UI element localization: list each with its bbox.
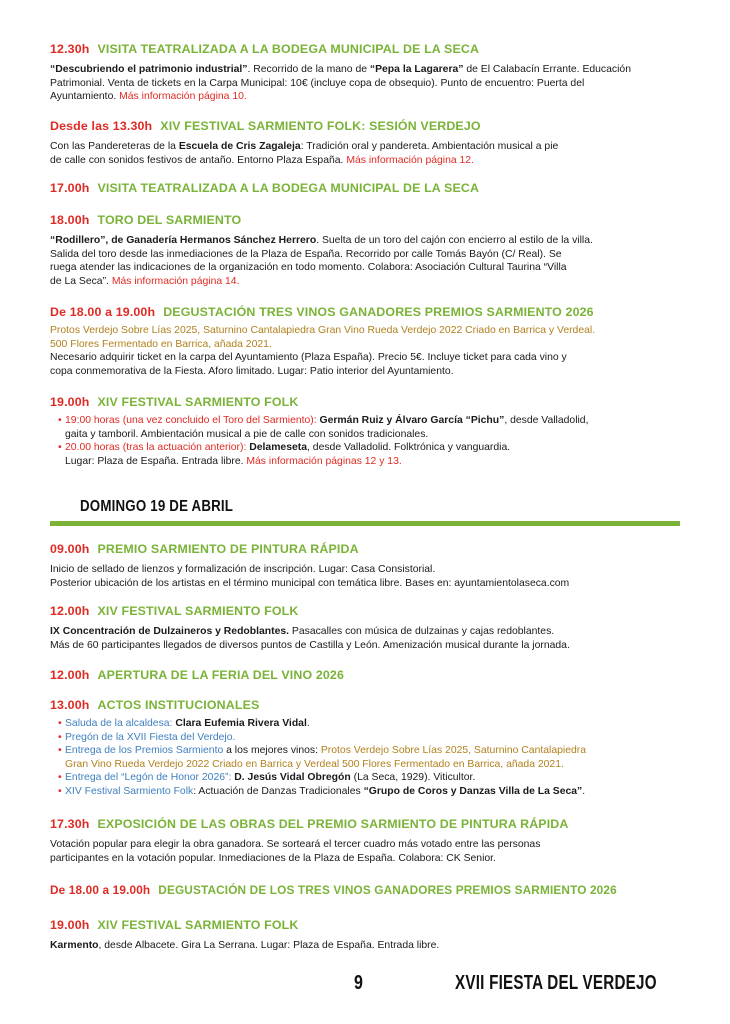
event-description <box>50 234 690 288</box>
event-time: De 18.00 a 19.00h <box>50 883 151 897</box>
text-line <box>65 441 690 455</box>
text-run: Lugar: Plaza de España. Entrada libre. <box>65 455 247 467</box>
text-line <box>65 428 690 442</box>
bullet-icon: • <box>58 415 62 426</box>
list-item <box>58 771 690 785</box>
text-run: Delameseta <box>249 442 308 454</box>
text-line <box>50 577 690 591</box>
text-run: Ayuntamiento. <box>50 91 120 103</box>
text-run: . <box>582 785 586 797</box>
text-line <box>65 717 690 731</box>
event-12-00-folk <box>50 604 690 652</box>
event-09-00 <box>50 542 690 590</box>
text-line <box>65 785 690 799</box>
event-description <box>50 939 690 953</box>
event-wine-tasting <box>50 305 690 378</box>
event-description <box>50 838 690 865</box>
text-run: , desde Albacete. Gira La Serrana. Lugar: Plaza de España. Entrada libre. <box>98 940 440 951</box>
event-title: EXPOSICIÓN DE LAS OBRAS DEL PREMIO SARMIENTO DE PINTURA RÁPIDA <box>97 817 569 831</box>
text-line <box>50 248 690 262</box>
event-description <box>50 324 690 378</box>
event-time: 12.00h <box>50 668 90 682</box>
list-item <box>58 785 690 799</box>
event-time: 12.30h <box>50 42 90 56</box>
list-item <box>58 717 690 731</box>
event-time: 12.00h <box>50 604 90 618</box>
event-19-00-folk <box>50 395 690 468</box>
list-item <box>58 414 690 441</box>
text-run: . Recorrido de la mano de <box>247 64 370 75</box>
text-run: Germán Ruiz y Álvaro García “Pichu” <box>319 415 505 426</box>
text-line <box>50 324 690 338</box>
text-line <box>50 140 690 154</box>
event-time: 13.00h <box>50 698 90 712</box>
text-run: Más información página 10. <box>119 91 247 103</box>
text-run: gaita y tamboril. Ambientación musical a pie de calle con sonidos tradicionales. <box>65 428 429 440</box>
text-run: Patrimonial. Venta de tickets en la Carpa Municipal: 10€ (incluye copa de obsequio). Punto de encuentro: Puerta del <box>50 77 585 89</box>
text-run: de La Seca”. <box>50 275 112 287</box>
event-title: DEGUSTACIÓN DE LOS TRES VINOS GANADORES PREMIOS SARMIENTO 2026 <box>158 883 617 897</box>
text-run: XIV Festival Sarmiento Folk <box>65 785 194 797</box>
text-run: Pregón de la XVII Fiesta del Verdejo. <box>65 731 236 743</box>
event-time: 19.00h <box>50 395 90 409</box>
text-run: Gran Vino Rueda Verdejo 2022 Criado en Barrica y Verdeal 500 Flores Fermentado en Barrica, añada 2021. <box>65 758 564 770</box>
text-run: (La Seca, 1929). Viticultor. <box>350 772 476 784</box>
event-time: De 18.00 a 19.00h <box>50 305 156 319</box>
event-19-00-karmento <box>50 918 690 953</box>
text-line <box>50 154 690 168</box>
event-description <box>50 63 690 104</box>
text-line <box>50 77 690 91</box>
text-run: Entrega de los Premios Sarmiento <box>65 745 224 757</box>
text-line <box>50 275 690 289</box>
event-title: PREMIO SARMIENTO DE PINTURA RÁPIDA <box>97 542 359 556</box>
text-line <box>50 351 690 365</box>
text-run: “Rodillero”, de Ganadería Hermanos Sánchez Herrero <box>50 235 317 246</box>
event-time: 09.00h <box>50 542 90 556</box>
page-number: 9 <box>354 972 363 994</box>
event-title: XIV FESTIVAL SARMIENTO FOLK <box>97 918 299 932</box>
event-13-30 <box>50 119 690 167</box>
event-description <box>50 140 690 167</box>
text-run: Protos Verdejo Sobre Lías 2025, Saturnino Cantalapiedra <box>320 745 586 757</box>
text-line <box>65 771 690 785</box>
text-run: Pasacalles con música de dulzainas y cajas redoblantes. <box>289 626 555 637</box>
bullet-icon: • <box>58 731 62 743</box>
text-line <box>50 625 690 639</box>
event-title: APERTURA DE LA FERIA DEL VINO 2026 <box>97 668 345 682</box>
bullet-icon: • <box>58 442 62 454</box>
event-description <box>50 563 690 590</box>
bullet-icon: • <box>58 745 62 757</box>
bullet-icon: • <box>58 772 62 784</box>
event-title: VISITA TEATRALIZADA A LA BODEGA MUNICIPAL DE LA SECA <box>97 181 480 195</box>
text-run: Escuela de Cris Zagaleja <box>178 141 301 152</box>
text-run: Más de 60 participantes llegados de diversos puntos de Castilla y León. Amenización musical durante la jornada. <box>50 639 570 651</box>
event-12-00-feria <box>50 668 690 683</box>
text-run: Inicio de sellado de lienzos y formalización de inscripción. Lugar: Casa Consistorial. <box>50 564 436 575</box>
event-17-00 <box>50 181 690 196</box>
green-divider <box>50 521 680 526</box>
list-item <box>58 731 690 745</box>
text-line <box>50 234 690 248</box>
text-run: “Pepa la Lagarera” <box>369 64 464 75</box>
text-run: D. Jesús Vidal Obregón <box>234 772 351 784</box>
text-run: de calle con sonidos festivos de antaño. Entorno Plaza España. <box>50 154 347 166</box>
text-run: Salida del toro desde las inmediaciones de la Plaza de España. Recorrido por calle Tomás Bayón (C/ Real). Se <box>50 248 562 260</box>
footer-title: XVII FIESTA DEL VERDEJO <box>455 972 657 994</box>
event-time: 17.30h <box>50 817 90 831</box>
text-line <box>65 414 690 428</box>
event-title: XIV FESTIVAL SARMIENTO FOLK <box>97 395 299 409</box>
text-run: : Tradición oral y pandereta. Ambientación musical a pie <box>300 141 559 152</box>
text-line <box>65 744 690 758</box>
text-run: Votación popular para elegir la obra ganadora. Se sorteará el tercer cuadro más votado entre las personas <box>50 839 541 850</box>
text-run: Protos Verdejo Sobre Lías 2025, Saturnino Cantalapiedra Gran Vino Rueda Verdejo 2022 Criado en Barrica y Verdeal. <box>50 325 596 336</box>
text-run: Más información página 12. <box>346 154 474 166</box>
text-run: ruega atender las indicaciones de la organización en todo momento. Colabora: Asociación Cultural Taurina “Villa <box>50 262 567 274</box>
text-line <box>50 838 690 852</box>
bullet-icon: • <box>58 785 62 797</box>
text-run: “Descubriendo el patrimonio industrial” <box>50 64 248 75</box>
text-run: Necesario adquirir ticket en la carpa del Ayuntamiento (Plaza España). Precio 5€. Incluye ticket para cada vino y <box>50 352 567 364</box>
event-time: Desde las 13.30h <box>50 119 153 133</box>
text-run: copa conmemorativa de la Fiesta. Aforo limitado. Lugar: Patio interior del Ayuntamiento. <box>50 365 454 377</box>
list-item <box>58 744 690 771</box>
text-run: , desde Valladolid, <box>504 415 589 426</box>
text-run: Saluda de la alcaldesa: <box>65 718 176 729</box>
text-run: IX Concentración de Dulzaineros y Redoblantes. <box>50 626 290 637</box>
text-run: Entrega del “Legón de Honor 2026”: <box>65 772 235 784</box>
text-run: de El Calabacín Errante. Educación <box>463 64 631 75</box>
text-line <box>50 639 690 653</box>
event-title: XIV FESTIVAL SARMIENTO FOLK: SESIÓN VERDEJO <box>160 119 481 133</box>
event-title: DEGUSTACIÓN TRES VINOS GANADORES PREMIOS SARMIENTO 2026 <box>163 305 594 319</box>
text-line <box>65 731 690 745</box>
text-line <box>50 852 690 866</box>
text-run: Con las Pandereteras de la <box>50 141 179 152</box>
day-title: DOMINGO 19 DE ABRIL <box>80 498 234 515</box>
text-run: 20.00 horas (tras la actuación anterior): <box>65 442 250 454</box>
event-time: 19.00h <box>50 918 90 932</box>
list-item <box>58 441 690 468</box>
text-line <box>50 261 690 275</box>
text-run: : Actuación de Danzas Tradicionales <box>193 785 364 797</box>
event-description <box>50 625 690 652</box>
text-run: participantes en la votación popular. Inmediaciones de la Plaza de España. Colabora: CK Senior. <box>50 852 496 864</box>
event-17-30 <box>50 817 690 865</box>
text-run: “Grupo de Coros y Danzas Villa de La Seca” <box>363 785 583 797</box>
text-run: . <box>306 718 310 729</box>
text-run: 500 Flores Fermentado en Barrica, añada 2021. <box>50 338 272 350</box>
bullet-icon: • <box>58 718 62 729</box>
text-line <box>65 455 690 469</box>
event-18-00 <box>50 213 690 288</box>
text-run: . Suelta de un toro del cajón con encierro al estilo de la villa. <box>316 235 593 246</box>
text-run: Más información página 14. <box>111 275 240 287</box>
event-wine-tasting-2 <box>50 883 690 898</box>
event-title: XIV FESTIVAL SARMIENTO FOLK <box>97 604 299 618</box>
text-line <box>50 939 690 953</box>
event-title: TORO DEL SARMIENTO <box>97 213 242 227</box>
event-title: VISITA TEATRALIZADA A LA BODEGA MUNICIPAL DE LA SECA <box>97 42 480 56</box>
text-line <box>50 563 690 577</box>
text-run: , desde Valladolid. Folktrónica y vanguardia. <box>307 442 511 454</box>
text-run: Clara Eufemia Rivera Vidal <box>175 718 307 729</box>
event-title: ACTOS INSTITUCIONALES <box>97 698 260 712</box>
event-12-30 <box>50 42 690 104</box>
event-13-00 <box>50 698 690 799</box>
text-line <box>50 365 690 379</box>
event-bullets <box>58 717 690 799</box>
text-run: Karmento <box>50 940 99 951</box>
text-run: Posterior ubicación de los artistas en el término municipal con temática libre. Bases en: ayuntamientolaseca.com <box>50 577 570 589</box>
text-line <box>65 758 690 772</box>
text-line <box>50 338 690 352</box>
event-time: 17.00h <box>50 181 90 195</box>
event-bullets <box>58 414 690 468</box>
text-run: Más información páginas 12 y 13. <box>246 455 402 467</box>
text-line <box>50 63 690 77</box>
event-time: 18.00h <box>50 213 90 227</box>
text-run: 19:00 horas (una vez concluido el Toro del Sarmiento): <box>65 415 320 426</box>
text-run: a los mejores vinos: <box>223 745 321 757</box>
text-line <box>50 90 690 104</box>
